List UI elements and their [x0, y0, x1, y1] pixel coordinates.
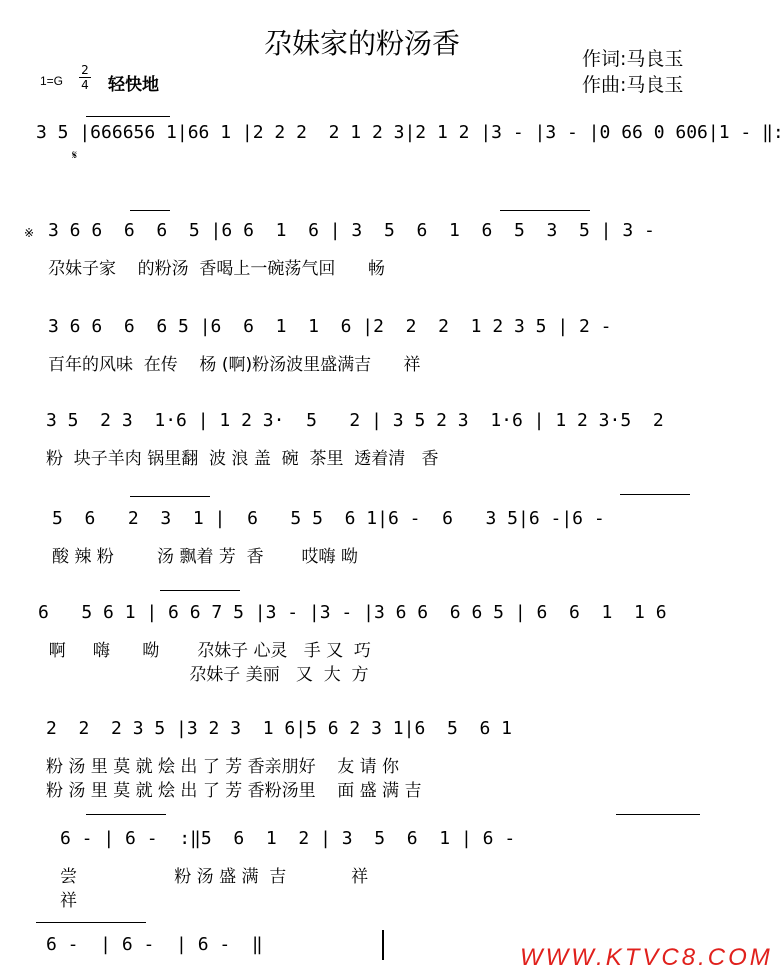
lyric-line-4: 粉 块子羊肉 锅里翻 波 浪 盖 碗 茶里 透着清 香 — [46, 449, 439, 469]
notation-line-4: 3 5 2 3 1·6 | 1 2 3· 5 2 | 3 5 2 3 1·6 | 1 2 3·5 2 — [46, 410, 664, 431]
lyric-line-7-verse-2: 粉 汤 里 莫 就 烩 出 了 芳 香粉汤里 面 盛 满 吉 — [46, 781, 422, 801]
final-barline — [382, 930, 384, 960]
slur-line — [500, 210, 590, 211]
song-title: 尕妹家的粉汤香 — [263, 27, 460, 60]
slur-line — [130, 496, 210, 497]
notation-line-9: 6 - | 6 - | 6 - ‖ — [46, 934, 263, 955]
lyric-line-8-verse-2: 祥 — [60, 891, 77, 911]
notation-line-5: 5 6 2 3 1 | 6 5 5 6 1|6 - 6 3 5|6 -|6 - — [52, 508, 605, 529]
lyric-line-6-verse-1: 啊 嗨 呦 尕妹子 心灵 手 又 巧 — [38, 641, 371, 661]
lyric-line-2: 尕妹子家 的粉汤 香喝上一碗荡气回 畅 — [48, 259, 385, 279]
notation-line-2: 3 6 6 6 6 5 |6 6 1 6 | 3 5 6 1 6 5 3 5 | 3 - — [48, 220, 655, 241]
tempo-marking: 轻快地 — [108, 75, 159, 95]
notation-line-6: 6 5 6 1 | 6 6 7 5 |3 - |3 - |3 6 6 6 6 5 | 6 6 1 1 6 — [38, 602, 667, 623]
lyric-line-7-verse-1: 粉 汤 里 莫 就 烩 出 了 芳 香亲朋好 友 请 你 — [46, 757, 400, 777]
lyric-line-3: 百年的风味 在传 杨 (啊)粉汤波里盛满吉 祥 — [48, 355, 421, 375]
composer-credit: 作曲:马良玉 — [582, 74, 684, 96]
lyric-line-8-verse-1: 尝 粉 汤 盛 满 吉 祥 — [60, 867, 369, 887]
time-denominator: 4 — [79, 77, 91, 92]
notation-line-3: 3 6 6 6 6 5 |6 6 1 1 6 |2 2 2 1 2 3 5 | 2 - — [48, 316, 612, 337]
lyricist-credit: 作词:马良玉 — [582, 48, 684, 70]
time-numerator: 2 — [81, 63, 89, 77]
slur-line — [620, 494, 690, 495]
notation-line-8: 6 - | 6 - :‖5 6 1 2 | 3 5 6 1 | 6 - — [60, 828, 516, 849]
coda-sign: ※ — [24, 226, 35, 240]
slur-line — [36, 922, 146, 923]
slur-line — [86, 116, 170, 117]
notation-line-1: 3 5 |666656 1|66 1 |2 2 2 2 1 2 3|2 1 2 |3 - |3 - |0 66 0 606|1 - ‖: — [36, 122, 784, 143]
segno-sign: 𝄋 — [72, 148, 78, 162]
key-signature: 1=G — [40, 74, 64, 88]
lyric-line-6-verse-2: 尕妹子 美丽 又 大 方 — [38, 665, 369, 685]
slur-line — [160, 590, 240, 591]
slur-line — [616, 814, 700, 815]
lyric-line-5: 酸 辣 粉 汤 飘着 芳 香 哎嗨 呦 — [52, 547, 358, 567]
site-watermark: WWW.KTVC8.COM — [520, 944, 773, 971]
slur-line — [86, 814, 166, 815]
notation-line-7: 2 2 2 3 5 |3 2 3 1 6|5 6 2 3 1|6 5 6 1 — [46, 718, 512, 739]
slur-line — [130, 210, 170, 211]
time-signature — [79, 63, 91, 92]
